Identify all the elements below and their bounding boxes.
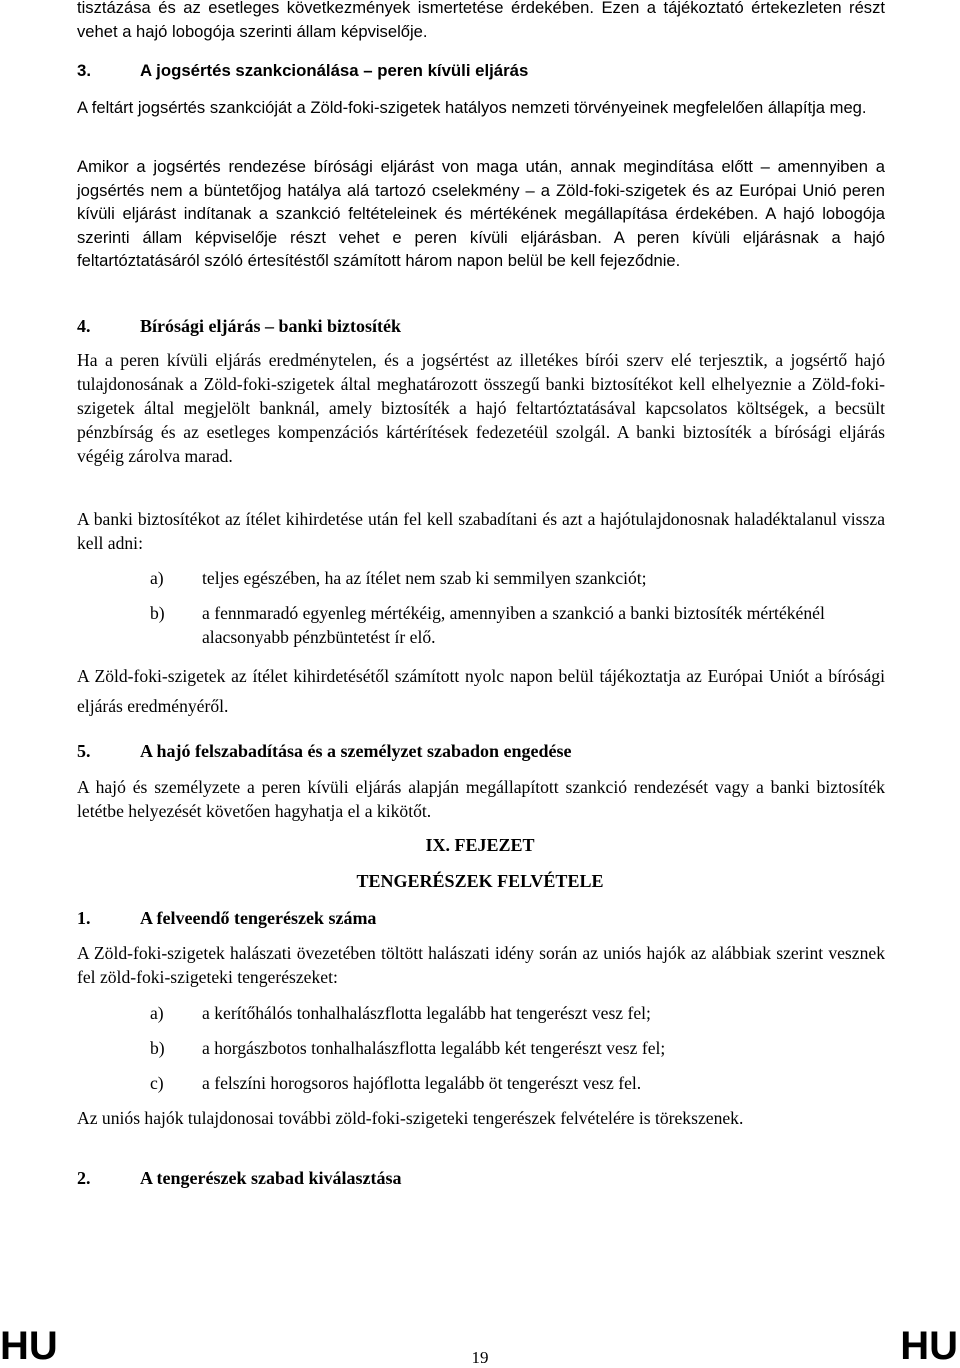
list-item: [150, 566, 885, 590]
top-paragraph: tisztázása és az esetleges következmények ismertetése érdekében. Ezen a tájékoztató értekezleten részt vehet a hajó lobogója szerinti állam képviselője.: [77, 0, 885, 41]
list-item: [150, 1001, 885, 1025]
section-3-title: A jogsértés szankcionálása – peren kívüli eljárás: [140, 61, 529, 80]
chapter-title: TENGERÉSZEK FELVÉTELE: [356, 871, 604, 891]
chapter-number: IX. FEJEZET: [425, 835, 535, 855]
section-5-paragraph: A hajó és személyzete a peren kívüli eljárás alapján megállapított szankció rendezését vagy a banki biztosíték letétbe helyezését követően hagyhatja el a kikötőt.: [77, 777, 885, 821]
page-number: 19: [471, 1348, 489, 1367]
list-text: a kerítőhálós tonhalhalászflotta legalább hat tengerészt vesz fel;: [202, 1003, 651, 1023]
section-3-paragraph-2: Amikor a jogsértés rendezése bírósági eljárást von maga után, annak megindítása előtt – amennyiben a jogsértés nem a büntetőjog hatálya alá tartozó cselekmény – a Zöld-foki-szigetek és az Európai Unió peren kívüli eljárást indítanak a szankció feltételeinek és mértékének megállapítása érdekében. A hajó lobogója szerinti állam képviselője részt vehet e peren kívüli eljárásban. A peren kívüli eljárásnak a hajó feltartóztatásáról szóló értesítéstől számított három napon belül be kell fejeződnie.: [77, 157, 885, 270]
section-4-number: 4.: [77, 316, 91, 336]
chapter-section-1-paragraph-1: A Zöld-foki-szigetek halászati övezetében töltött halászati idény során az uniós hajók az alábbiak szerint vesznek fel zöld-foki-szigeteki tengerészeket:: [77, 943, 885, 987]
list-text: a horgászbotos tonhalhalászflotta legalább két tengerészt vesz fel;: [202, 1038, 666, 1058]
list-item: [150, 1071, 885, 1095]
chapter-section-1-heading: [77, 906, 376, 930]
list-text: a felszíni horogsoros hajóflotta legalább öt tengerészt vesz fel.: [202, 1073, 642, 1093]
list-item: [150, 601, 885, 649]
section-3-number: 3.: [77, 61, 91, 80]
section-5-number: 5.: [77, 741, 91, 761]
section-3-heading: [77, 59, 528, 83]
list-text: a fennmaradó egyenleg mértékéig, amennyiben a szankció a banki biztosíték mértékénél alacsonyabb pénzbüntetést ír elő.: [202, 603, 825, 647]
section-5-title: A hajó felszabadítása és a személyzet szabadon engedése: [140, 741, 572, 761]
list-marker: c): [150, 1073, 164, 1093]
chapter-section-1-title: A felveendő tengerészek száma: [140, 908, 377, 928]
list-marker: a): [150, 568, 164, 588]
section-4-title: Bírósági eljárás – banki biztosíték: [140, 316, 402, 336]
list-marker: b): [150, 1038, 165, 1058]
list-text: teljes egészében, ha az ítélet nem szab ki semmilyen szankciót;: [202, 568, 647, 588]
section-5-heading: [77, 739, 571, 763]
list-marker: a): [150, 1003, 164, 1023]
chapter-section-2-number: 2.: [77, 1168, 91, 1188]
footer-language-left: HU: [0, 1324, 58, 1368]
chapter-section-2-heading: [77, 1166, 401, 1190]
chapter-section-1-number: 1.: [77, 908, 91, 928]
section-4-paragraph-2: A banki biztosítékot az ítélet kihirdetése után fel kell szabadítani és azt a hajótulajdonosnak haladéktalanul vissza kell adni:: [77, 509, 885, 553]
list-marker: b): [150, 603, 165, 623]
chapter-section-1-paragraph-2: Az uniós hajók tulajdonosai további zöld-foki-szigeteki tengerészek felvételére is törekszenek.: [77, 1108, 744, 1128]
chapter-section-2-title: A tengerészek szabad kiválasztása: [140, 1168, 402, 1188]
section-4-heading: [77, 314, 401, 338]
section-3-paragraph-1: A feltárt jogsértés szankcióját a Zöld-foki-szigetek hatályos nemzeti törvényeinek megfelelően állapítja meg.: [77, 98, 867, 117]
footer-language-right: HU: [900, 1324, 958, 1368]
section-4-paragraph-3: A Zöld-foki-szigetek az ítélet kihirdetésétől számított nyolc napon belül tájékoztatja az Európai Uniót a bírósági eljárás eredményéről.: [77, 666, 885, 716]
list-item: [150, 1036, 885, 1060]
section-4-paragraph-1: Ha a peren kívüli eljárás eredménytelen, és a jogsértést az illetékes bírói szerv elé terjesztik, a jogsértő hajó tulajdonosának a Zöld-foki-szigetek által meghatározott összegű banki biztosítékot kell elhelyeznie a Zöld-foki-szigetek által megjelölt banknál, amely biztosíték a hajó feltartóztatásával kapcsolatos költségek, a becsült pénzbírság és az esetleges kompenzációs kártérítések fedezetéül szolgál. A banki biztosíték a bírósági eljárás végéig zárolva marad.: [77, 350, 885, 466]
